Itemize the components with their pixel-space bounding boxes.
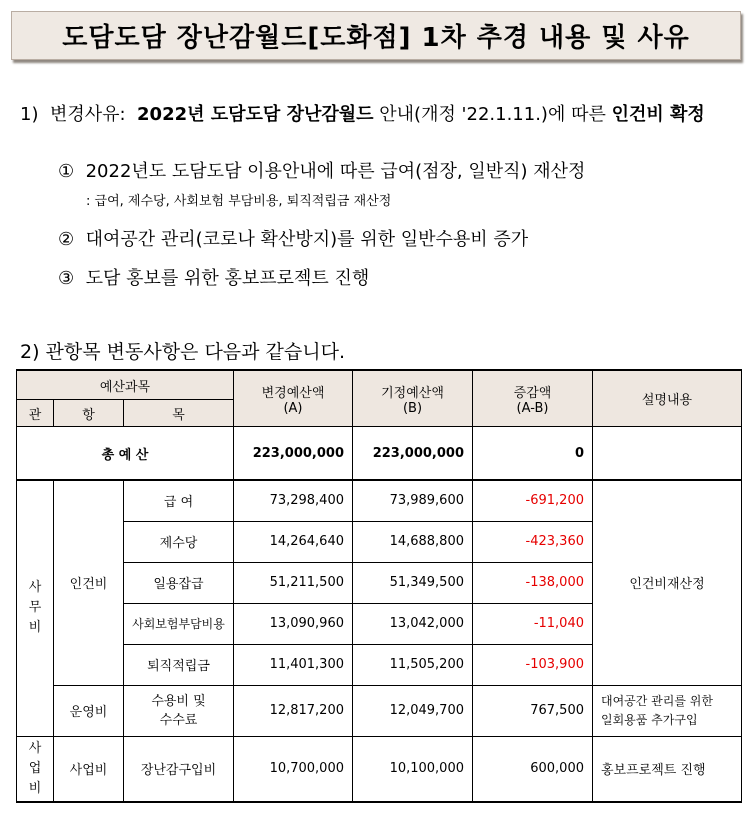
header-gwan: 관 <box>17 400 54 427</box>
item-mark: ① <box>58 161 75 182</box>
allowance-existing: 14,688,800 <box>353 521 473 562</box>
reason-item-3 <box>58 264 369 290</box>
reason-label: 변경사유: <box>49 104 126 125</box>
header-mok: 목 <box>124 400 234 427</box>
supplies-desc <box>593 685 742 736</box>
social-insurance-changed: 13,090,960 <box>234 603 353 644</box>
header-diff-line2: (A-B) <box>516 400 549 416</box>
header-changed-line1: 변경예산액 <box>261 385 325 401</box>
hang-personnel: 인건비 <box>54 480 124 685</box>
mok-retirement: 퇴직적립금 <box>124 644 234 685</box>
mok-supplies-line2: 수수료 <box>159 712 198 728</box>
budget-change-table <box>16 369 742 803</box>
supplies-changed: 12,817,200 <box>234 685 353 736</box>
gwan-char: 사 <box>28 580 42 596</box>
total-diff: 0 <box>473 427 593 481</box>
section-2-text: 2) 관항목 변동사항은 다음과 같습니다. <box>20 341 346 363</box>
reason-item-1-sub <box>86 190 391 209</box>
header-changed-budget <box>234 370 353 427</box>
retirement-changed: 11,401,300 <box>234 644 353 685</box>
gwan-char: 비 <box>28 780 42 796</box>
item-mark: ③ <box>58 268 75 289</box>
header-difference <box>473 370 593 427</box>
social-insurance-existing: 13,042,000 <box>353 603 473 644</box>
mok-allowance: 제수당 <box>124 521 234 562</box>
header-description: 설명내용 <box>593 370 742 427</box>
table-row <box>17 480 742 521</box>
title-text: 도담도담 장난감월드[도화점] 1차 추경 내용 및 사유 <box>62 23 690 53</box>
gwan-business-expenses <box>17 736 54 802</box>
total-changed: 223,000,000 <box>234 427 353 481</box>
total-row <box>17 427 742 481</box>
toy-purchase-changed: 10,700,000 <box>234 736 353 802</box>
toy-purchase-desc: 홍보프로젝트 진행 <box>593 736 742 802</box>
gwan-char: 비 <box>28 620 42 636</box>
header-changed-line2: (A) <box>283 400 303 416</box>
daily-wage-diff: -138,000 <box>473 562 593 603</box>
section-2-heading <box>20 337 345 364</box>
supplies-desc-line2: 일회용품 추가구입 <box>601 712 698 727</box>
total-label: 총 예 산 <box>17 427 234 481</box>
personnel-desc: 인건비재산정 <box>593 480 742 685</box>
item-text: 2022년도 도담도담 이용안내에 따른 급여(점장, 일반직) 재산정 <box>85 161 586 182</box>
item-mark: ② <box>58 229 75 250</box>
document-title <box>11 11 741 60</box>
header-diff-line1: 증감액 <box>513 385 552 401</box>
hang-operating: 운영비 <box>54 685 124 736</box>
reason-number: 1) <box>20 104 39 125</box>
gwan-office-expenses <box>17 480 54 736</box>
supplies-existing: 12,049,700 <box>353 685 473 736</box>
gwan-char: 무 <box>28 600 42 616</box>
mok-social-insurance: 사회보험부담비용 <box>124 603 234 644</box>
daily-wage-existing: 51,349,500 <box>353 562 473 603</box>
gwan-char: 사 <box>28 740 42 756</box>
mok-salary: 급 여 <box>124 480 234 521</box>
total-existing: 223,000,000 <box>353 427 473 481</box>
item-sub-text: : 급여, 제수당, 사회보험 부담비용, 퇴직적립금 재산정 <box>86 194 392 209</box>
hang-business: 사업비 <box>54 736 124 802</box>
salary-changed: 73,298,400 <box>234 480 353 521</box>
table-row <box>17 736 742 802</box>
header-hang: 항 <box>54 400 124 427</box>
table-row <box>17 685 742 736</box>
supplies-diff: 767,500 <box>473 685 593 736</box>
daily-wage-changed: 51,211,500 <box>234 562 353 603</box>
header-existing-line2: (B) <box>402 400 423 416</box>
retirement-diff: -103,900 <box>473 644 593 685</box>
header-budget-subject: 예산과목 <box>17 370 234 400</box>
item-text: 대여공간 관리(코로나 확산방지)를 위한 일반수용비 증가 <box>85 229 529 250</box>
item-text: 도담 홍보를 위한 홍보프로젝트 진행 <box>85 268 370 289</box>
reason-bold-2: 인건비 확정 <box>611 104 705 125</box>
allowance-diff: -423,360 <box>473 521 593 562</box>
social-insurance-diff: -11,040 <box>473 603 593 644</box>
header-existing-line1: 기정예산액 <box>381 385 444 401</box>
toy-purchase-diff: 600,000 <box>473 736 593 802</box>
reason-normal: 안내(개정 '22.1.11.)에 따른 <box>379 104 606 125</box>
reason-item-1 <box>58 157 585 183</box>
supplies-desc-line1: 대여공간 관리를 위한 <box>601 693 713 708</box>
mok-daily-wage: 일용잡급 <box>124 562 234 603</box>
header-existing-budget <box>353 370 473 427</box>
total-desc <box>593 427 742 481</box>
salary-diff: -691,200 <box>473 480 593 521</box>
salary-existing: 73,989,600 <box>353 480 473 521</box>
change-reason-line <box>20 100 705 126</box>
reason-bold-1: 2022년 도담도담 장난감월드 <box>137 104 374 125</box>
retirement-existing: 11,505,200 <box>353 644 473 685</box>
mok-supplies-fees <box>124 685 234 736</box>
gwan-char: 업 <box>28 760 42 776</box>
reason-item-2 <box>58 225 528 251</box>
mok-toy-purchase: 장난감구입비 <box>124 736 234 802</box>
toy-purchase-existing: 10,100,000 <box>353 736 473 802</box>
allowance-changed: 14,264,640 <box>234 521 353 562</box>
mok-supplies-line1: 수용비 및 <box>151 693 206 709</box>
